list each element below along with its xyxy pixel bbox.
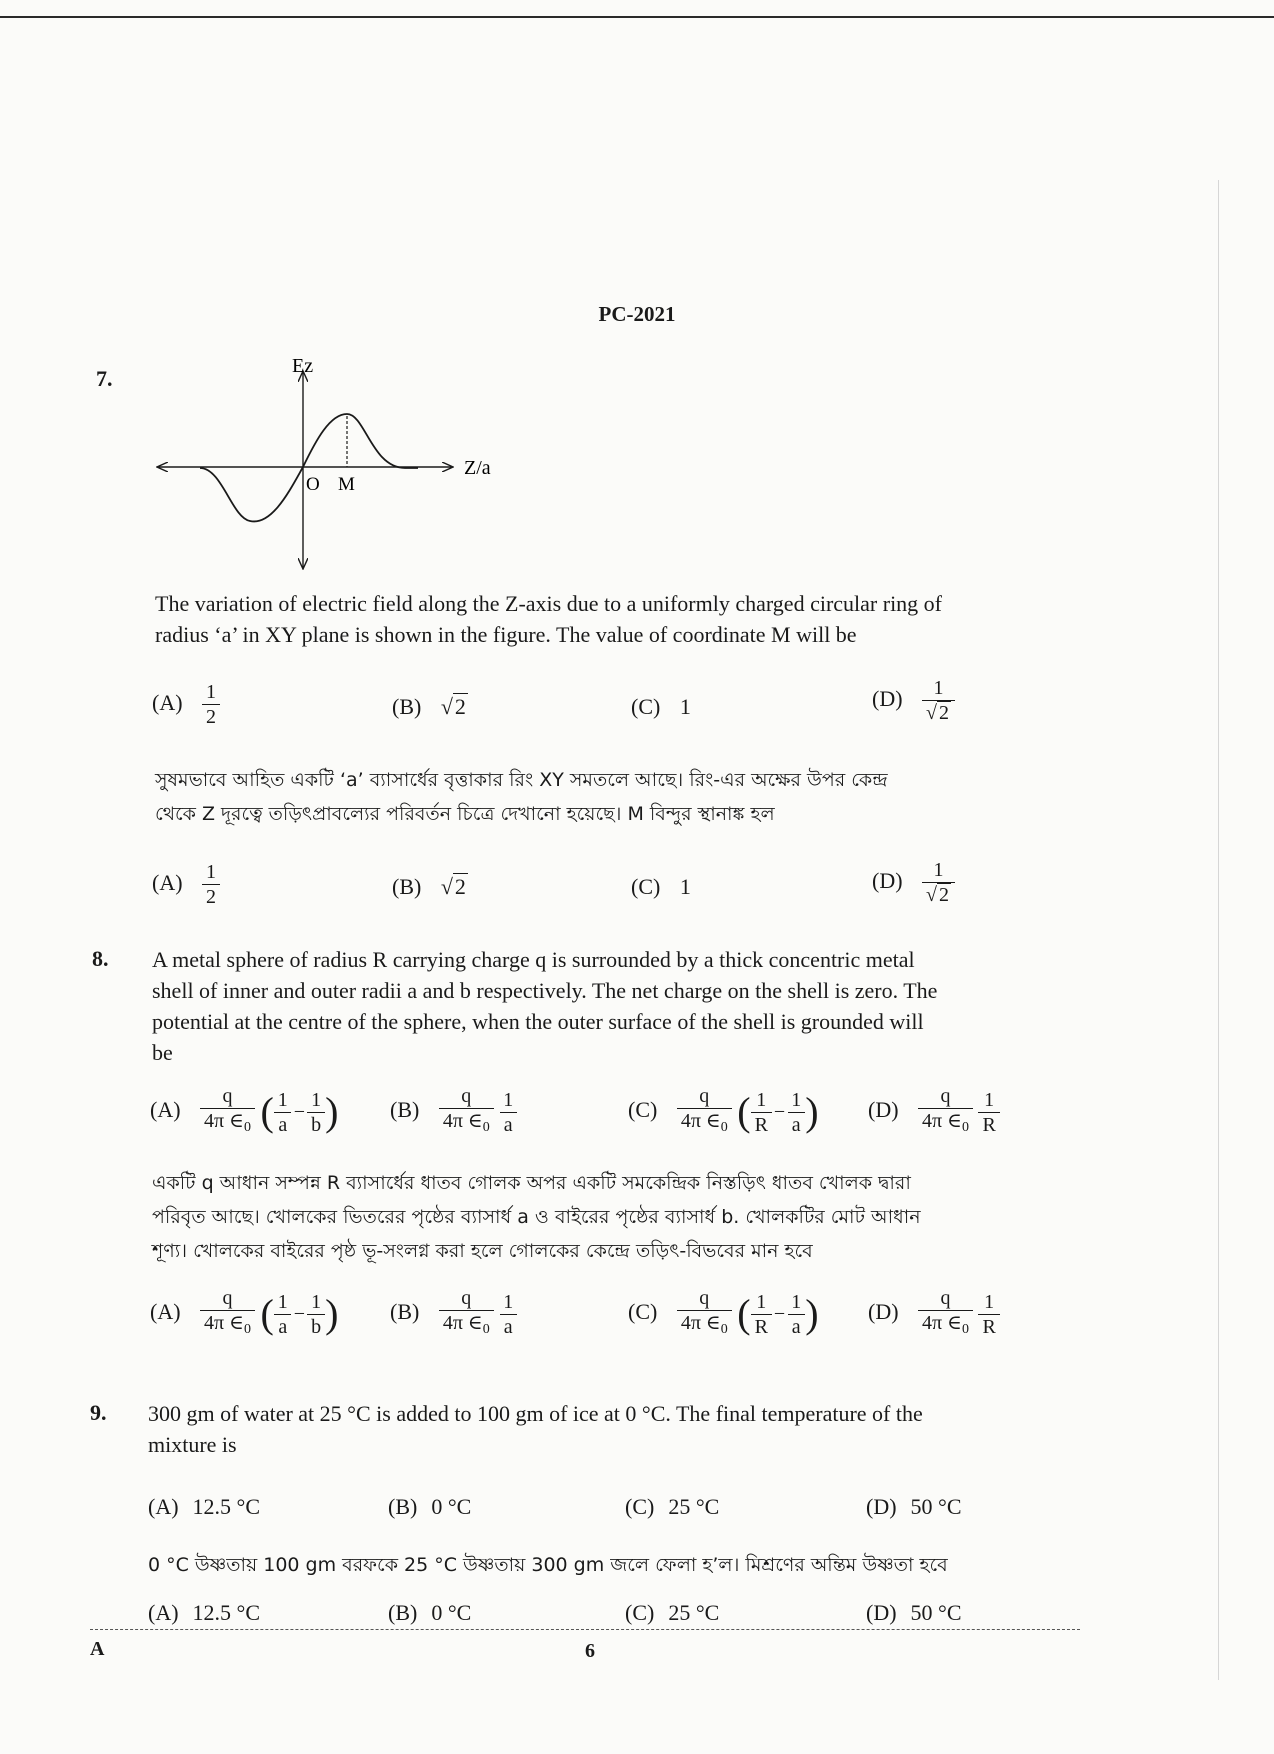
q9-option-c[interactable]: (C) 25 °C [625,1494,720,1519]
field-curve [200,414,418,521]
scan-edge-mark [1218,180,1219,1680]
paper-code: PC-2021 [598,302,676,326]
radical-sign: √ [440,694,453,719]
q9-bn-option-b[interactable]: (B) 0 °C [388,1600,472,1625]
q7-bn-option-a[interactable]: (A) $\frac{1}{2}$ [152,860,220,909]
top-rule [0,16,1274,18]
question-number-8: 8. [92,946,109,971]
origin-label: O [306,474,320,495]
q8-option-c[interactable]: (C) $\frac{q}{4\pi \in_0}$ ( $\frac{1}{R}$ − $\frac{1}{a}$ ) [628,1084,819,1140]
q8-english-text: A metal sphere of radius R carrying charge q is surrounded by a thick concentric metal shell of inner and outer radii a and b respectively. The net charge on the shell is zero. The potential at the centre of the sphere, when the outer surface of the shell is grounded will be [152,947,938,1065]
question-set-letter: A [90,1638,105,1660]
q7-english-text: The variation of electric field along the Z-axis due to a uniformly charged circular ring of radius ‘a’ in XY plane is shown in the figure. The value of coordinate M will be [155,591,943,647]
bottom-rule [90,1629,1080,1630]
q7-bn-option-d[interactable]: (D) $\frac{1}{√ 2}$ [872,858,955,907]
q8-bn-option-c[interactable]: (C) $\frac{q}{4\pi \in_0}$ ( $\frac{1}{R}$ − $\frac{1}{a}$ ) [628,1286,819,1342]
q8-bn-option-b[interactable]: (B) $\frac{q}{4\pi \in_0}$ $\frac{1}{a}$ [390,1286,517,1342]
q7-option-c[interactable]: (C) 1 [631,694,691,719]
q9-bengali-text: 0 °C উষ্ণতায় 100 gm বরফকে 25 °C উষ্ণতায় 300 gm জলে ফেলা হ’ল। মিশ্রণের অন্তিম উষ্ণতা হবে [148,1554,948,1576]
y-axis-label: Ez [292,355,314,377]
x-axis-label: Z/a [464,457,491,479]
q7-bn-option-b[interactable]: (B) √2 [392,874,466,899]
q9-bn-option-a[interactable]: (A) 12.5 °C [148,1600,261,1625]
q9-option-a[interactable]: (A) 12.5 °C [148,1494,261,1519]
q7-option-b[interactable]: (B) √2 [392,694,466,719]
q7-bn-option-c[interactable]: (C) 1 [631,874,691,899]
q8-bn-option-d[interactable]: (D) $\frac{q}{4\pi \in_0}$ $\frac{1}{R}$ [868,1286,1000,1342]
q8-bn-option-a[interactable]: (A) $\frac{q}{4\pi \in_0}$ ( $\frac{1}{a}$ − $\frac{1}{b}$ ) [150,1286,338,1342]
q9-bn-option-d[interactable]: (D) 50 °C [866,1600,962,1625]
q7-option-d[interactable]: (D) $\frac{1}{√ 2}$ [872,676,955,725]
q9-english-text: 300 gm of water at 25 °C is added to 100 gm of ice at 0 °C. The final temperature of the mixture is [148,1401,923,1457]
q8-option-a[interactable]: (A) $\frac{q}{4\pi \in_0}$ ( $\frac{1}{a}$ − $\frac{1}{b}$ ) [150,1084,338,1140]
q8-option-b[interactable]: (B) $\frac{q}{4\pi \in_0}$ $\frac{1}{a}$ [390,1084,517,1140]
q7-option-a[interactable]: (A) $\frac{1}{2}$ [152,680,220,729]
q9-option-b[interactable]: (B) 0 °C [388,1494,472,1519]
q8-bengali-text: একটি q আধান সম্পন্ন R ব্যাসার্ধের ধাতব গোলক অপর একটি সমকেন্দ্রিক নিস্তড়িৎ ধাতব খোলক দ্বারা পরিবৃত আছে। খোলকের ভিতরের পৃষ্ঠের ব্যাসার্ধ a ও বাইরের পৃষ্ঠের ব্যাসার্ধ b. খোলকটির মোট আধান শূণ্য। খোলকের বাইরের পৃষ্ঠ ভূ-সংলগ্ন করা হলে গোলকের কেন্দ্রে তড়িৎ-বিভবের মান হবে [152,1172,921,1262]
page-number: 6 [585,1640,595,1662]
electric-field-graph [150,350,520,575]
question-number-7: 7. [96,366,113,391]
q9-option-d[interactable]: (D) 50 °C [866,1494,962,1519]
q7-bengali-text: সুষমভাবে আহিত একটি ‘a’ ব্যাসার্ধের বৃত্তাকার রিং XY সমতলে আছে। রিং-এর অক্ষের উপর কেন্দ্র থেকে Z দূরত্বে তড়িৎপ্রাবল্যের পরিবর্তন চিত্রে দেখানো হয়েছে। M বিন্দুর স্থানাঙ্ক হল [155,769,888,825]
point-m-label: M [338,474,355,495]
q8-option-d[interactable]: (D) $\frac{q}{4\pi \in_0}$ $\frac{1}{R}$ [868,1084,1000,1140]
q9-bn-option-c[interactable]: (C) 25 °C [625,1600,720,1625]
question-number-9: 9. [90,1400,107,1425]
